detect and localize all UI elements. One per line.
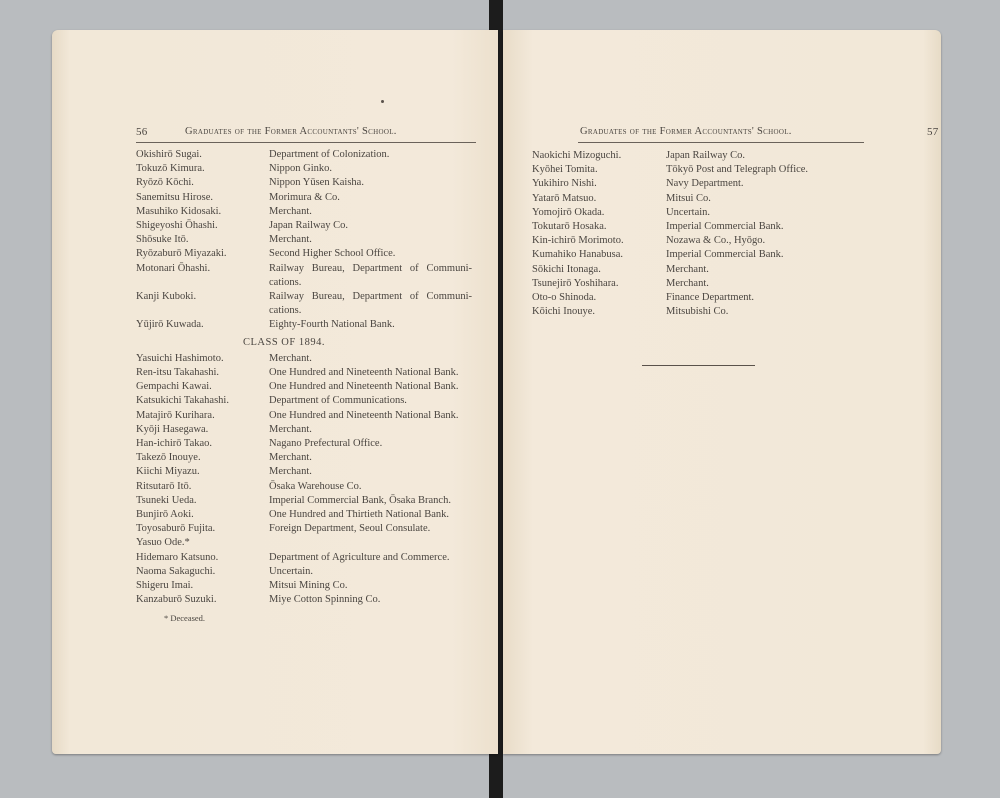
graduate-affiliation: Finance Department. (666, 292, 755, 304)
entry-row (136, 536, 472, 550)
graduate-name: Yasuichi Hashimoto. (136, 352, 224, 364)
class-heading: CLASS OF 1894. (243, 336, 325, 348)
entry-row (136, 380, 472, 394)
graduate-affiliation: Imperial Commercial Bank. (666, 221, 784, 233)
graduate-affiliation: Mitsui Mining Co. (269, 580, 348, 592)
entry-row (136, 451, 472, 465)
graduate-name: Yomojirō Okada. (532, 206, 605, 218)
entry-row (136, 366, 472, 380)
entry-row (136, 162, 472, 176)
left-page (52, 30, 498, 754)
left-page-header (136, 126, 476, 143)
entry-row (532, 206, 862, 220)
graduate-affiliation: Nippon Ginko. (269, 163, 332, 175)
graduate-name: Shigeru Imai. (136, 580, 194, 592)
entry-row (136, 290, 472, 318)
right-entries (532, 149, 862, 319)
graduate-affiliation: Merchant. (269, 352, 312, 364)
entry-row (136, 409, 472, 423)
graduate-affiliation: Imperial Commercial Bank, Ōsaka Branch. (269, 494, 451, 506)
graduate-affiliation: Imperial Commercial Bank. (666, 249, 784, 261)
graduate-name: Kin-ichirō Morimoto. (532, 235, 624, 247)
graduate-affiliation: Merchant. (666, 263, 709, 275)
graduate-name: Motonari Ōhashi. (136, 262, 211, 274)
right-page-number: 57 (927, 126, 939, 138)
right-page-header (578, 126, 939, 143)
graduate-name: Kumahiko Hanabusa. (532, 249, 623, 261)
left-top-list (136, 148, 472, 333)
closing-rule (642, 365, 755, 366)
entry-row (532, 277, 862, 291)
graduate-affiliation: Nozawa & Co., Hyōgo. (666, 235, 766, 247)
entry-row (532, 291, 862, 305)
graduate-affiliation: Merchant. (269, 423, 312, 435)
entry-row (136, 205, 472, 219)
graduate-affiliation: Department of Communications. (269, 395, 407, 407)
right-list (532, 149, 862, 319)
graduate-name: Ren-itsu Takahashi. (136, 367, 220, 379)
entry-row (136, 508, 472, 522)
graduate-name: Tsuneki Ueda. (136, 494, 197, 506)
entry-row (136, 593, 472, 607)
entry-row (136, 522, 472, 536)
graduate-name: Yūjirō Kuwada. (136, 319, 204, 331)
graduate-name: Yukihiro Nishi. (532, 178, 597, 190)
graduate-affiliation: Merchant. (269, 466, 312, 478)
graduate-name: Sanemitsu Hirose. (136, 191, 213, 203)
entry-row (532, 234, 862, 248)
graduate-name: Okishirō Sugai. (136, 149, 202, 160)
entry-row (532, 149, 862, 163)
graduate-affiliation: Merchant. (666, 277, 709, 289)
graduate-name: Katsukichi Takahashi. (136, 395, 229, 407)
entry-row (136, 423, 472, 437)
entry-row (136, 219, 472, 233)
entry-row (532, 163, 862, 177)
entry-row (136, 247, 472, 261)
graduate-affiliation: Eighty-Fourth National Bank. (269, 319, 395, 331)
graduate-name: Oto-o Shinoda. (532, 292, 597, 304)
left-running-title: Graduates of the Former Accountants' School. (185, 126, 397, 137)
graduate-name: Yasuo Ode.* (136, 537, 190, 549)
entry-row (136, 148, 472, 162)
left-page-number: 56 (136, 126, 148, 138)
right-running-title: Graduates of the Former Accountants' School. (580, 126, 792, 137)
graduate-affiliation: Mitsubishi Co. (666, 306, 729, 318)
graduate-affiliation: Mitsui Co. (666, 192, 711, 204)
graduate-affiliation: Nagano Prefectural Office. (269, 438, 383, 450)
graduate-affiliation: One Hundred and Nineteenth National Bank. (269, 367, 459, 379)
graduate-affiliation: Merchant. (269, 234, 312, 246)
graduate-name: Shōsuke Itō. (136, 234, 189, 246)
graduate-affiliation: Second Higher School Office. (269, 248, 396, 260)
graduate-name: Yatarō Matsuo. (532, 192, 597, 204)
graduate-name: Kanji Kuboki. (136, 291, 197, 303)
graduate-name: Tokutarō Hosaka. (532, 221, 607, 233)
right-page (503, 30, 941, 754)
entry-row (532, 192, 862, 206)
graduate-affiliation: Tōkyō Post and Telegraph Office. (666, 164, 809, 176)
graduate-affiliation: Morimura & Co. (269, 191, 340, 203)
graduate-name: Bunjirō Aoki. (136, 509, 194, 521)
graduate-name: Ryōzō Kōchi. (136, 177, 194, 189)
entry-row (532, 220, 862, 234)
graduate-name: Tsunejirō Yoshihara. (532, 277, 619, 289)
graduate-name: Han-ichirō Takao. (136, 438, 213, 450)
entry-row (136, 480, 472, 494)
graduate-affiliation: Merchant. (269, 205, 312, 217)
entry-row (136, 262, 472, 290)
footnote: * Deceased. (164, 612, 206, 623)
graduate-affiliation: One Hundred and Nineteenth National Bank. (269, 409, 459, 421)
graduate-name: Masuhiko Kidosaki. (136, 205, 222, 217)
graduate-affiliation: Miye Cotton Spinning Co. (269, 594, 381, 606)
ink-speck (381, 100, 384, 103)
graduate-affiliation: Railway Bureau, Department of Communi-cations. (269, 262, 472, 288)
graduate-name: Gempachi Kawai. (136, 381, 212, 393)
graduate-name: Tokuzō Kimura. (136, 163, 205, 175)
entry-row (136, 551, 472, 565)
graduate-name: Kōichi Inouye. (532, 306, 595, 318)
graduate-affiliation: Uncertain. (666, 206, 711, 218)
left-bottom-list (136, 352, 472, 608)
entry-row (532, 177, 862, 191)
graduate-affiliation: Nippon Yūsen Kaisha. (269, 177, 364, 189)
graduate-name: Kanzaburō Suzuki. (136, 594, 217, 606)
graduate-name: Hidemaro Katsuno. (136, 551, 219, 563)
graduate-affiliation: Ōsaka Warehouse Co. (269, 480, 362, 492)
graduate-name: Kyōhei Tomita. (532, 164, 598, 176)
graduate-affiliation: Merchant. (269, 452, 312, 464)
graduate-affiliation (269, 536, 472, 550)
graduate-name: Kiichi Miyazu. (136, 466, 200, 478)
graduate-affiliation: One Hundred and Nineteenth National Bank. (269, 381, 459, 393)
graduate-affiliation: Uncertain. (269, 565, 314, 577)
graduate-affiliation: Japan Railway Co. (666, 150, 746, 161)
entry-row (136, 437, 472, 451)
graduate-name: Ritsutarō Itō. (136, 480, 192, 492)
graduate-name: Takezō Inouye. (136, 452, 201, 464)
entry-row (136, 579, 472, 593)
graduate-affiliation: Navy Department. (666, 178, 744, 190)
entry-row (136, 465, 472, 479)
graduate-name: Naoma Sakaguchi. (136, 565, 216, 577)
entry-row (136, 176, 472, 190)
entry-row (136, 394, 472, 408)
entry-row (532, 305, 862, 319)
graduate-affiliation: Japan Railway Co. (269, 220, 349, 232)
graduate-affiliation: Foreign Department, Seoul Consulate. (269, 523, 431, 535)
graduate-name: Toyosaburō Fujita. (136, 523, 216, 535)
graduate-affiliation: Railway Bureau, Department of Communi-cations. (269, 291, 472, 317)
graduate-name: Ryōzaburō Miyazaki. (136, 248, 227, 260)
entry-row (532, 263, 862, 277)
entry-row (532, 248, 862, 262)
entry-row (136, 352, 472, 366)
graduate-name: Kyōji Hasegawa. (136, 423, 209, 435)
entry-row (136, 191, 472, 205)
graduate-name: Shigeyoshi Ōhashi. (136, 220, 218, 232)
entry-row (136, 233, 472, 247)
graduate-name: Naokichi Mizoguchi. (532, 150, 622, 161)
graduate-affiliation: Department of Agriculture and Commerce. (269, 551, 450, 563)
graduate-affiliation: One Hundred and Thirtieth National Bank. (269, 509, 450, 521)
entry-row (136, 494, 472, 508)
entry-row (136, 318, 472, 332)
entry-row (136, 565, 472, 579)
graduate-name: Sōkichi Itonaga. (532, 263, 601, 275)
graduate-affiliation: Department of Colonization. (269, 149, 390, 160)
graduate-name: Matajirō Kurihara. (136, 409, 215, 421)
left-entries (136, 148, 472, 625)
